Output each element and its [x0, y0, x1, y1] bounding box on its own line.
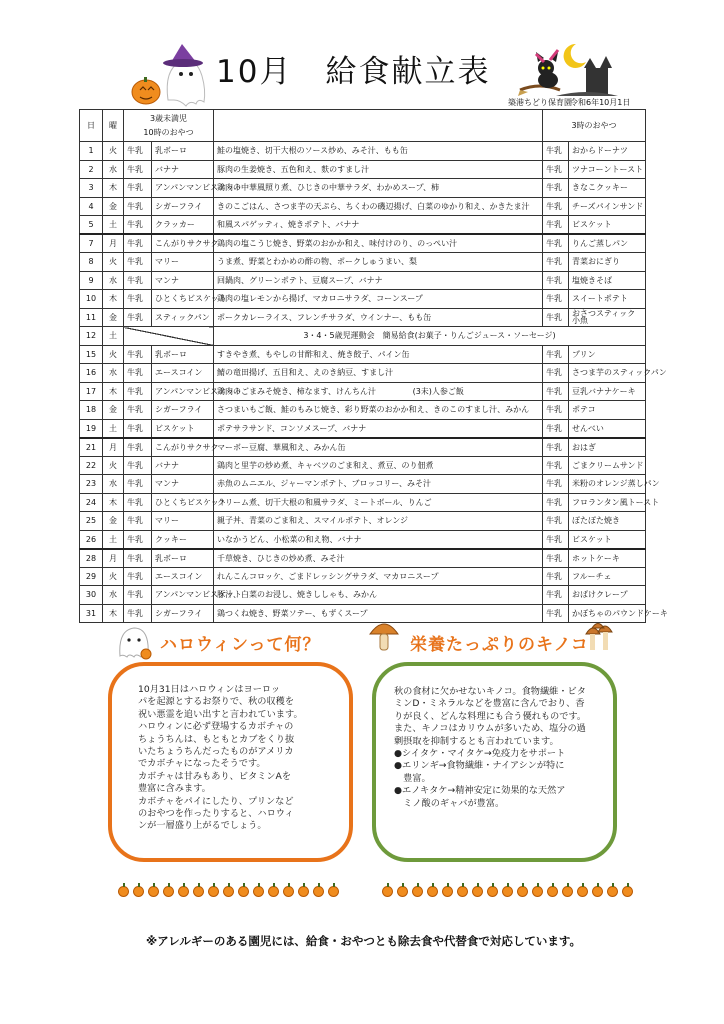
lunch-cell: 千草焼き、ひじきの炒め煮、みそ汁: [214, 549, 543, 568]
pumpkin-icon: [397, 886, 408, 897]
pm-milk-cell: 牛乳: [543, 142, 569, 161]
am-snack-cell: シガーフライ: [152, 401, 214, 420]
pm-milk-cell: 牛乳: [543, 438, 569, 457]
header-day: 日: [80, 110, 103, 142]
am-milk-cell: 牛乳: [124, 586, 152, 605]
pm-milk-cell: 牛乳: [543, 253, 569, 272]
mushroom-text: [394, 686, 606, 810]
mushroom-line: 剰摂取を抑制するとも言われています。: [394, 735, 559, 747]
pumpkin-icon: [577, 886, 588, 897]
pm-milk-cell: 牛乳: [543, 456, 569, 475]
halloween-line: 豊富に含みます。: [138, 783, 211, 795]
am-milk-cell: 牛乳: [124, 530, 152, 549]
pm-snack-cell: 青菜おにぎり: [569, 253, 646, 272]
pm-snack-cell: フロランタン風トースト: [569, 493, 646, 512]
mushroom-line: ミンD・ミネラルなどを豊富に含んでおり、香: [394, 698, 585, 710]
day-cell: 19: [80, 419, 103, 438]
pumpkin-icon: [592, 886, 603, 897]
am-milk-cell: 牛乳: [124, 401, 152, 420]
halloween-line: ハロウィンに必ず登場するカボチャの: [138, 721, 294, 733]
lunch-cell: 鶏肉の塩こうじ焼き、野菜のおかか和え、味付けのり、のっぺい汁: [214, 234, 543, 253]
pumpkin-icon: [382, 886, 393, 897]
am-milk-cell: 牛乳: [124, 253, 152, 272]
header-weekday: 曜: [103, 110, 124, 142]
am-snack-cell: アンパンマンビスケット: [152, 382, 214, 401]
halloween-line: ちょうちんは、もともとカブをくり抜: [138, 733, 295, 745]
pm-snack-cell: おばけクレープ: [569, 586, 646, 605]
ghost-cat-illustration: [114, 620, 154, 660]
weekday-cell: 火: [103, 567, 124, 586]
pumpkin-icon: [118, 886, 129, 897]
weekday-cell: 水: [103, 586, 124, 605]
halloween-line: カボチャは甘みもあり、ビタミンAを: [138, 770, 292, 782]
am-milk-cell: 牛乳: [124, 160, 152, 179]
lunch-cell: 鶏肉の塩レモンから揚げ、マカロニサラダ、コーンスープ: [214, 290, 543, 309]
am-snack-cell: ひとくちビスケット: [152, 290, 214, 309]
table-row: [80, 382, 646, 401]
pm-snack-cell: かぼちゃのパウンドケーキ: [569, 604, 646, 623]
halloween-line: ンが一層盛り上がるでしょう。: [138, 820, 267, 832]
pumpkin-icon: [502, 886, 513, 897]
pm-milk-cell: 牛乳: [543, 290, 569, 309]
am-milk-cell: 牛乳: [124, 419, 152, 438]
pm-milk-cell: 牛乳: [543, 401, 569, 420]
lunch-cell: 豚肉の生姜焼き、五色和え、麩のすまし汁: [214, 160, 543, 179]
halloween-title: ハロウィンって何？: [160, 635, 321, 655]
sports-day-event: 3・4・5歳児運動会 簡易給食(お菓子・りんごジュース・ソーセージ): [214, 327, 646, 346]
lunch-cell: 鶏肉と里芋の炒め煮、キャベツのごま和え、煮豆、のり佃煮: [214, 456, 543, 475]
weekday-cell: 水: [103, 475, 124, 494]
pumpkin-icon: [193, 886, 204, 897]
lunch-cell: れんこんコロッケ、ごまドレッシングサラダ、マカロニスープ: [214, 567, 543, 586]
pumpkin-icon: [607, 886, 618, 897]
am-milk-cell: 牛乳: [124, 549, 152, 568]
halloween-line: 10月31日はハロウィンはヨーロッ: [138, 684, 281, 695]
day-cell: 1: [80, 142, 103, 161]
pm-milk-cell: 牛乳: [543, 160, 569, 179]
table-row: [80, 493, 646, 512]
pm-snack-cell: さつま芋のスティックパン: [569, 364, 646, 383]
day-cell: 2: [80, 160, 103, 179]
pumpkin-icon: [442, 886, 453, 897]
mushroom-line: また、キノコはカリウムが多いため、塩分の過: [394, 723, 586, 735]
halloween-text: [138, 684, 334, 833]
am-milk-cell: 牛乳: [124, 271, 152, 290]
weekday-cell: 木: [103, 382, 124, 401]
am-snack-cell: 乳ボーロ: [152, 142, 214, 161]
am-snack-cell: クッキー: [152, 530, 214, 549]
pm-snack-cell: ビスケット: [569, 216, 646, 235]
pm-snack-cell: スイートポテト: [569, 290, 646, 309]
pm-snack-cell: ツナコーントースト: [569, 160, 646, 179]
am-snack-cell: こんがりサクサク: [152, 438, 214, 457]
pm-milk-cell: 牛乳: [543, 493, 569, 512]
halloween-box: [108, 662, 353, 862]
table-row: [80, 475, 646, 494]
am-snack-cell: マリー: [152, 253, 214, 272]
am-milk-cell: 牛乳: [124, 234, 152, 253]
mushroom-line: 豊富。: [394, 772, 431, 784]
allergy-note: ※アレルギーのある園児には、給食・おやつとも除去食や代替食で対応しています。: [146, 934, 582, 948]
weekday-cell: 水: [103, 160, 124, 179]
pm-snack-cell: おはぎ: [569, 438, 646, 457]
day-cell: 3: [80, 179, 103, 198]
lunch-cell: 鶏つくね焼き、野菜ソテー、もずくスープ: [214, 604, 543, 623]
day-cell: 31: [80, 604, 103, 623]
pumpkin-icon: [328, 886, 339, 897]
lunch-cell: 豚汁、白菜のお浸し、焼きししゃも、みかん: [214, 586, 543, 605]
pm-milk-cell: 牛乳: [543, 475, 569, 494]
am-snack-cell: シガーフライ: [152, 604, 214, 623]
pumpkin-border-left: [118, 886, 339, 902]
lunch-cell: ポテサラサンド、コンソメスープ、バナナ: [214, 419, 543, 438]
pm-snack-cell: ホットケーキ: [569, 549, 646, 568]
halloween-line: パを起源とするお祭りで、秋の収穫を: [138, 696, 295, 708]
day-cell: 10: [80, 290, 103, 309]
pm-snack-line: おさつスティック: [572, 309, 636, 319]
am-milk-cell: 牛乳: [124, 308, 152, 327]
table-row: [80, 419, 646, 438]
lunch-cell: 鮭の塩焼き、切干大根のソース炒め、みそ汁、もも缶: [214, 142, 543, 161]
pm-milk-cell: 牛乳: [543, 179, 569, 198]
am-milk-cell: 牛乳: [124, 456, 152, 475]
pumpkin-icon: [148, 886, 159, 897]
table-row: [80, 234, 646, 253]
lunch-cell: うま煮、野菜とわかめの酢の物、ポークしゅうまい、梨: [214, 253, 543, 272]
day-cell: 12: [80, 327, 103, 346]
pm-milk-cell: 牛乳: [543, 586, 569, 605]
halloween-line: いたちょうちんだったものがアメリカ: [138, 746, 294, 758]
day-cell: 7: [80, 234, 103, 253]
pumpkin-icon: [457, 886, 468, 897]
am-snack-cell: クラッカー: [152, 216, 214, 235]
pm-snack-cell: きなこクッキー: [569, 179, 646, 198]
day-cell: 28: [80, 549, 103, 568]
am-milk-cell: 牛乳: [124, 142, 152, 161]
pumpkin-icon: [253, 886, 264, 897]
pm-snack-cell: せんべい: [569, 419, 646, 438]
lunch-cell: いなかうどん、小松菜の和え物、バナナ: [214, 530, 543, 549]
weekday-cell: 水: [103, 271, 124, 290]
am-milk-cell: 牛乳: [124, 197, 152, 216]
day-cell: 17: [80, 382, 103, 401]
table-row: [80, 290, 646, 309]
pm-snack-cell: [569, 308, 646, 327]
diagonal-empty-cell: [124, 327, 214, 346]
pm-snack-cell: チーズパインサンド: [569, 197, 646, 216]
table-row: [80, 216, 646, 235]
pm-snack-cell: おからドーナツ: [569, 142, 646, 161]
pm-snack-cell: 塩焼きそば: [569, 271, 646, 290]
am-snack-cell: エースコイン: [152, 364, 214, 383]
lunch-cell: 赤魚のムニエル、ジャーマンポテト、ブロッコリー、みそ汁: [214, 475, 543, 494]
weekday-cell: 木: [103, 179, 124, 198]
weekday-cell: 金: [103, 512, 124, 531]
pm-snack-cell: 豆乳バナナケーキ: [569, 382, 646, 401]
pumpkin-icon: [532, 886, 543, 897]
day-cell: 15: [80, 345, 103, 364]
pumpkin-icon: [487, 886, 498, 897]
table-row: [80, 345, 646, 364]
day-cell: 30: [80, 586, 103, 605]
day-cell: 29: [80, 567, 103, 586]
halloween-line: カボチャをパイにしたり、プリンなど: [138, 795, 294, 807]
pm-snack-cell: ポテコ: [569, 401, 646, 420]
mushroom-line: ●エリンギ→食物繊維・ナイアシンが特に: [394, 760, 565, 772]
organization-name: 築港ちどり保育園: [508, 98, 572, 107]
pm-milk-cell: 牛乳: [543, 530, 569, 549]
am-milk-cell: 牛乳: [124, 475, 152, 494]
weekday-cell: 木: [103, 290, 124, 309]
table-header-row: [80, 110, 646, 142]
am-snack-cell: バナナ: [152, 456, 214, 475]
pumpkin-icon: [622, 886, 633, 897]
weekday-cell: 土: [103, 530, 124, 549]
pm-snack-cell: ビスケット: [569, 530, 646, 549]
table-row: [80, 512, 646, 531]
halloween-line: のおやつを作ったりすると、ハロウィ: [138, 808, 294, 820]
table-row: [80, 142, 646, 161]
ghost-pumpkin-illustration: [128, 40, 218, 110]
pm-milk-cell: 牛乳: [543, 345, 569, 364]
am-snack-cell: シガーフライ: [152, 197, 214, 216]
pumpkin-icon: [547, 886, 558, 897]
weekday-cell: 木: [103, 493, 124, 512]
pumpkin-icon: [562, 886, 573, 897]
weekday-cell: 月: [103, 438, 124, 457]
pumpkin-icon: [178, 886, 189, 897]
day-cell: 24: [80, 493, 103, 512]
day-cell: 25: [80, 512, 103, 531]
halloween-line: でカボチャになったそうです。: [138, 758, 266, 770]
weekday-cell: 火: [103, 253, 124, 272]
header-under3-line2: 10時のおやつ: [143, 127, 194, 137]
am-milk-cell: 牛乳: [124, 604, 152, 623]
weekday-cell: 水: [103, 364, 124, 383]
am-milk-cell: 牛乳: [124, 179, 152, 198]
am-snack-cell: 乳ボーロ: [152, 345, 214, 364]
lunch-note: (3未)人参ご飯: [412, 386, 464, 396]
pm-snack-cell: プリン: [569, 345, 646, 364]
lunch-cell: すきやき煮、もやしの甘酢和え、焼き餃子、パイン缶: [214, 345, 543, 364]
am-snack-cell: エースコイン: [152, 567, 214, 586]
pm-milk-cell: 牛乳: [543, 567, 569, 586]
table-row: [80, 586, 646, 605]
moon-castle-illustration: [556, 40, 618, 98]
weekday-cell: 木: [103, 604, 124, 623]
pm-milk-cell: 牛乳: [543, 271, 569, 290]
lunch-cell: 鶏肉の中華風照り煮、ひじきの中華サラダ、わかめスープ、柿: [214, 179, 543, 198]
table-row-event: [80, 327, 646, 346]
pumpkin-icon: [472, 886, 483, 897]
day-cell: 22: [80, 456, 103, 475]
pumpkin-icon: [298, 886, 309, 897]
pm-milk-cell: 牛乳: [543, 512, 569, 531]
weekday-cell: 火: [103, 456, 124, 475]
header-lunch: [214, 110, 543, 142]
pm-snack-cell: りんご蒸しパン: [569, 234, 646, 253]
day-cell: 23: [80, 475, 103, 494]
am-snack-cell: 乳ボーロ: [152, 549, 214, 568]
header-under3-line1: 3歳未満児: [149, 113, 188, 123]
pm-milk-cell: 牛乳: [543, 549, 569, 568]
day-cell: 18: [80, 401, 103, 420]
pumpkin-icon: [313, 886, 324, 897]
pm-snack-cell: ぽたぽた焼き: [569, 512, 646, 531]
weekday-cell: 火: [103, 345, 124, 364]
pumpkin-icon: [163, 886, 174, 897]
weekday-cell: 火: [103, 142, 124, 161]
table-row: [80, 308, 646, 327]
weekday-cell: 金: [103, 308, 124, 327]
am-milk-cell: 牛乳: [124, 364, 152, 383]
page-title: 10月 給食献立表: [216, 54, 491, 90]
lunch-text: 鶏肉のごまみそ焼き、柿なます、けんちん汁: [217, 386, 377, 396]
pm-milk-cell: 牛乳: [543, 197, 569, 216]
pumpkin-icon: [268, 886, 279, 897]
mushroom-line: ●エノキタケ→精神安定に効果的な天然ア: [394, 785, 566, 797]
table-row: [80, 604, 646, 623]
header-under3-snack: [124, 110, 214, 142]
pm-milk-cell: 牛乳: [543, 234, 569, 253]
table-row: [80, 456, 646, 475]
table-row: [80, 567, 646, 586]
pumpkin-icon: [283, 886, 294, 897]
pm-milk-cell: 牛乳: [543, 308, 569, 327]
mushroom-icon: [368, 618, 400, 654]
day-cell: 8: [80, 253, 103, 272]
table-row: [80, 179, 646, 198]
am-milk-cell: 牛乳: [124, 567, 152, 586]
lunch-cell: クリーム煮、切干大根の和風サラダ、ミートボール、りんご: [214, 493, 543, 512]
weekday-cell: 土: [103, 419, 124, 438]
am-snack-cell: マリー: [152, 512, 214, 531]
mushroom-box: [372, 662, 617, 862]
am-snack-cell: バナナ: [152, 160, 214, 179]
lunch-cell: ポークカレーライス、フレンチサラダ、ウインナー、もも缶: [214, 308, 543, 327]
am-snack-cell: アンパンマンビスケット: [152, 179, 214, 198]
menu-table: [79, 109, 668, 623]
am-snack-cell: スティックパン: [152, 308, 214, 327]
pm-milk-cell: 牛乳: [543, 604, 569, 623]
weekday-cell: 土: [103, 216, 124, 235]
am-milk-cell: 牛乳: [124, 512, 152, 531]
day-cell: 26: [80, 530, 103, 549]
day-cell: 11: [80, 308, 103, 327]
am-snack-cell: ビスケット: [152, 419, 214, 438]
table-row: [80, 438, 646, 457]
pm-milk-cell: 牛乳: [543, 382, 569, 401]
day-cell: 16: [80, 364, 103, 383]
pumpkin-icon: [223, 886, 234, 897]
pm-milk-cell: 牛乳: [543, 419, 569, 438]
day-cell: 5: [80, 216, 103, 235]
am-milk-cell: 牛乳: [124, 290, 152, 309]
lunch-cell: マーボー豆腐、華風和え、みかん缶: [214, 438, 543, 457]
day-cell: 9: [80, 271, 103, 290]
day-cell: 21: [80, 438, 103, 457]
weekday-cell: 土: [103, 327, 124, 346]
am-snack-cell: こんがりサクサク: [152, 234, 214, 253]
day-cell: 4: [80, 197, 103, 216]
am-snack-cell: マンナ: [152, 271, 214, 290]
mushroom-line: ミノ酸のギャバが豊富。: [394, 797, 505, 809]
table-row: [80, 401, 646, 420]
header-3pm-snack: 3時のおやつ: [543, 110, 646, 142]
table-row: [80, 530, 646, 549]
pm-milk-cell: 牛乳: [543, 364, 569, 383]
table-row: [80, 549, 646, 568]
pumpkin-icon: [238, 886, 249, 897]
lunch-cell: 和風スパゲッティ、焼きポテト、バナナ: [214, 216, 543, 235]
pumpkin-icon: [412, 886, 423, 897]
mushroom-line: 秋の食材に欠かせないキノコ。食物繊維・ビタ: [394, 686, 586, 697]
table-row: [80, 271, 646, 290]
lunch-cell: [214, 382, 543, 401]
am-snack-cell: マンナ: [152, 475, 214, 494]
table-row: [80, 364, 646, 383]
weekday-cell: 月: [103, 549, 124, 568]
pm-snack-cell: ごまクリームサンド: [569, 456, 646, 475]
mushroom-line: ●シイタケ・マイタケ→免疫力をサポート: [394, 748, 566, 760]
am-milk-cell: 牛乳: [124, 438, 152, 457]
mushroom-line: りが良く、どんな料理にも合う優れものです。: [394, 710, 587, 722]
am-snack-cell: アンパンマンビスケット: [152, 586, 214, 605]
pumpkin-icon: [517, 886, 528, 897]
halloween-line: 祝い悪霊を追い出すと言われています。: [138, 708, 303, 720]
lunch-cell: さつまいもご飯、鮭のもみじ焼き、彩り野菜のおかか和え、きのこのすまし汁、みかん: [214, 401, 543, 420]
pumpkin-icon: [427, 886, 438, 897]
lunch-cell: 鯖の竜田揚げ、五目和え、えのき納豆、すまし汁: [214, 364, 543, 383]
weekday-cell: 金: [103, 401, 124, 420]
table-row: [80, 197, 646, 216]
weekday-cell: 金: [103, 197, 124, 216]
mushroom-title: 栄養たっぷりのキノコ: [410, 635, 589, 655]
table-row: [80, 253, 646, 272]
am-snack-cell: ひとくちビスケット: [152, 493, 214, 512]
weekday-cell: 月: [103, 234, 124, 253]
mushroom-cluster-icon: [585, 620, 615, 654]
pm-snack-cell: フルーチェ: [569, 567, 646, 586]
table-row: [80, 160, 646, 179]
am-milk-cell: 牛乳: [124, 345, 152, 364]
pumpkin-icon: [133, 886, 144, 897]
am-milk-cell: 牛乳: [124, 382, 152, 401]
pumpkin-border-right: [382, 886, 633, 902]
pm-snack-line: 小魚: [572, 316, 588, 326]
lunch-cell: 親子丼、青菜のごま和え、スマイルポテト、オレンジ: [214, 512, 543, 531]
issue-date: 令和6年10月1日: [570, 98, 631, 107]
am-milk-cell: 牛乳: [124, 216, 152, 235]
pm-milk-cell: 牛乳: [543, 216, 569, 235]
lunch-cell: きのこごはん、さつま芋の天ぷら、ちくわの磯辺揚げ、白菜のゆかり和え、かきたま汁: [214, 197, 543, 216]
am-milk-cell: 牛乳: [124, 493, 152, 512]
lunch-cell: 回鍋肉、グリーンポテト、豆腐スープ、バナナ: [214, 271, 543, 290]
pm-snack-cell: 米粉のオレンジ蒸しパン: [569, 475, 646, 494]
pumpkin-icon: [208, 886, 219, 897]
